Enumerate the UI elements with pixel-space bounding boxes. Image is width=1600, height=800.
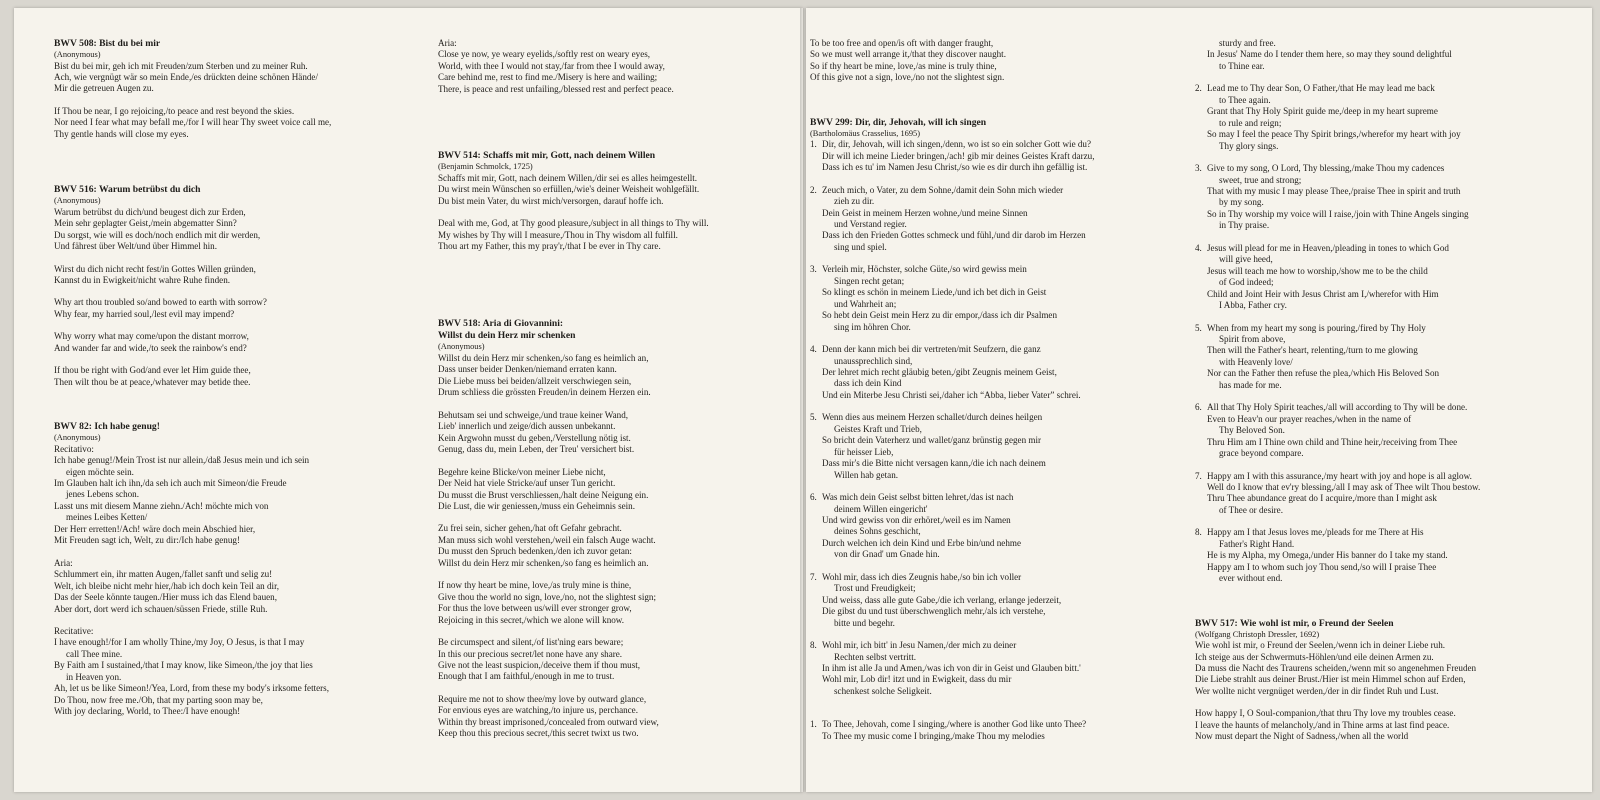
- spacer: [1195, 697, 1540, 708]
- text-line: Kein Argwohn musst du geben,/Verstellung nötig ist.: [438, 432, 631, 443]
- verse-line-continued: Dass ich es tu' im Namen Jesu Christ,/so wie es dir durch ihn gefällig ist.: [822, 162, 1088, 173]
- text-line-continued: in Heaven yon.: [66, 671, 122, 682]
- spacer: [438, 274, 783, 285]
- verse-number: 1.: [810, 719, 817, 730]
- left-column-1: [54, 38, 399, 718]
- verse-line-wrapped: to rule and reign;: [1219, 117, 1282, 128]
- text-line: Close ye now, ye weary eyelids,/softly rest on weary eyes,: [438, 49, 651, 60]
- author-credit: (Anonymous): [54, 196, 101, 206]
- text-line: Die Liebe strahlt aus deiner Brust./Hier ist mein Himmel schon auf Erden,: [1195, 674, 1466, 685]
- text-line: To be too free and open/is oft with danger fraught,: [810, 38, 994, 48]
- section-heading: BWV 82: Ich habe genug!: [54, 421, 160, 433]
- spacer: [1195, 585, 1540, 596]
- verse-line: [1195, 527, 1540, 538]
- verse-line-wrapped: will give heed,: [1219, 254, 1273, 265]
- verse-line-continued: He is my Alpha, my Omega,/under His banner do I take my stand.: [1207, 550, 1448, 561]
- text-line: Give thou the world no sign, love,/no, not the slightest sign;: [438, 591, 656, 602]
- spacer: [54, 140, 399, 151]
- verse-line-continued: Even to Heav'n our prayer reaches,/when in the name of: [1207, 413, 1412, 424]
- verse-line-wrapped: Geistes Kraft und Trieb,: [834, 423, 922, 434]
- verse-line-continued: Und ein Miterbe Jesu Christi sei,/daher ich “Abba, lieber Vater” schrei.: [822, 389, 1081, 400]
- verse-line-continued: Well do I know that ev'ry blessing,/all I may ask of Thee wilt Thou bestow.: [1207, 481, 1481, 492]
- right-column-2: [1195, 38, 1540, 743]
- left-column-2: [438, 38, 783, 740]
- verse-line-wrapped: Trost und Freudigkeit;: [834, 583, 916, 594]
- spacer: [810, 629, 1155, 640]
- verse-line-continued: Dir will ich meine Lieder bringen,/ach! gib mir deines Geistes Kraft darzu,: [822, 150, 1095, 161]
- text-line: Behutsam sei und schweige,/und traue keiner Wand,: [438, 409, 629, 420]
- text-line: With joy declaring, World, to Thee:/I have enough!: [54, 706, 241, 717]
- text-line: Ich steige aus der Schwermuts-Höhlen/und eile deinen Armen zu.: [1195, 651, 1434, 662]
- spacer: [810, 561, 1155, 572]
- verse-line: [810, 572, 1155, 583]
- author-credit: (Anonymous): [54, 50, 101, 59]
- spacer: [438, 285, 783, 296]
- right-column-1: [810, 38, 1155, 742]
- text-line: Kannst du in Ewigkeit/nicht wahre Ruhe finden.: [54, 274, 231, 285]
- verse-line-wrapped: Father's Right Hand.: [1219, 538, 1295, 549]
- spacer: [810, 708, 1155, 719]
- verse-line: [1195, 323, 1540, 334]
- spacer: [1195, 232, 1540, 243]
- verse-line: [810, 139, 1155, 150]
- text-line: Ah, let us be like Simeon!/Yea, Lord, from these my body's irksome fetters,: [54, 683, 329, 694]
- verse-text: All that Thy Holy Spirit teaches,/all will according to Thy will be done.: [1207, 402, 1468, 413]
- spacer: [1195, 516, 1540, 527]
- verse-line: [1195, 402, 1540, 413]
- spacer: [438, 307, 783, 318]
- spacer: [54, 615, 399, 626]
- text-line: Lieb' innerlich und zeige/dich aussen unbekannt.: [438, 421, 616, 432]
- verse-line-wrapped: für heisser Lieb,: [834, 446, 894, 457]
- verse-line-continued: Happy am I to whom such joy Thou send,/so will I praise Thee: [1207, 561, 1437, 572]
- verse-line-continued: Child and Joint Heir with Jesus Christ am I,/wherefor with Him: [1207, 288, 1439, 299]
- verse-line-wrapped: Thy glory sings.: [1219, 140, 1279, 151]
- verse-line-continued: To Thee my music come I bringing,/make Thou my melodies: [822, 730, 1045, 741]
- text-line: If thou be right with God/and ever let Him guide thee,: [54, 365, 251, 376]
- text-line: Rejoicing in this secret,/which we alone will know.: [438, 614, 625, 625]
- verse-text: Zeuch mich, o Vater, zu dem Sohne,/damit dein Sohn mich wieder: [822, 184, 1064, 195]
- verse-line-wrapped: Spirit from above,: [1219, 333, 1286, 344]
- verse-line: [1195, 163, 1540, 174]
- text-line: Genug, dass du, mein Leben, der Treu' versichert bist.: [438, 444, 635, 455]
- verse-line-wrapped: to Thine ear.: [1219, 60, 1265, 71]
- verse-line-continued: In Jesus' Name do I tender them here, so may they sound delightful: [1207, 49, 1452, 60]
- text-line: Mein sehr geplagter Geist,/mein abgematter Sinn?: [54, 218, 237, 229]
- text-line: Lasst uns mit diesem Manne ziehn./Ach! möchte mich von: [54, 500, 269, 511]
- spacer: [810, 106, 1155, 117]
- verse-line-continued: Und wird gewiss von dir erhöret,/weil es im Namen: [822, 515, 1011, 525]
- verse-line-continued: Thru Thee abundance great do I acquire,/more than I might ask: [1207, 493, 1437, 504]
- text-line: Why worry what may come/upon the distant morrow,: [54, 331, 249, 342]
- text-line: In this our precious secret/let none have any share.: [438, 648, 623, 659]
- verse-line-continued: Der lehret mich recht gläubig beten,/gibt Zeugnis meinem Geist,: [822, 367, 1057, 378]
- spacer: [54, 320, 399, 331]
- spacer: [438, 128, 783, 139]
- text-line: Da muss die Nacht des Traurens scheiden,/wenn mit so angenehmen Freuden: [1195, 662, 1477, 673]
- verse-text: Dir, dir, Jehovah, will ich singen,/denn, wo ist so ein solcher Gott wie du?: [822, 139, 1092, 150]
- spacer: [810, 95, 1155, 106]
- verse-text: Wohl mir, dass ich dies Zeugnis habe,/so bin ich voller: [822, 571, 1022, 582]
- verse-number: 3.: [1195, 163, 1202, 174]
- verse-line-wrapped: sturdy and free.: [1219, 38, 1276, 48]
- text-line: For envious eyes are watching,/to injure us, perchance.: [438, 705, 638, 716]
- text-line: Die Lust, die wir geniessen,/muss ein Geheimnis sein.: [438, 500, 635, 511]
- verse-line: [1195, 83, 1540, 94]
- text-line: Deal with me, God, at Thy good pleasure,/subject in all things to Thy will.: [438, 218, 709, 229]
- verse-number: 6.: [810, 492, 817, 503]
- verse-line-continued: Dass ich den Frieden Gottes schmeck und fühl,/und dir darob im Herzen: [822, 230, 1086, 241]
- text-line: Do Thou, now free me./Oh, that my parting soon may be,: [54, 694, 263, 705]
- spacer: [438, 683, 783, 694]
- verse-number: 6.: [1195, 402, 1202, 413]
- text-line-continued: meines Leibes Ketten/: [66, 512, 148, 523]
- text-line: Drum schliess die grössten Freuden/in deinem Herzen ein.: [438, 387, 651, 398]
- text-line: Du musst den Spruch bedenken,/den ich zuvor getan:: [438, 546, 632, 557]
- text-line: Why art thou troubled so/and bowed to earth with sorrow?: [54, 297, 267, 308]
- text-line: Die Liebe muss bei beiden/allzeit verschwiegen sein,: [438, 375, 632, 386]
- verse-number: 3.: [810, 264, 817, 275]
- text-line: Ich habe genug!/Mein Trost ist nur allein,/daß Jesus mein und ich sein: [54, 455, 310, 466]
- text-line: Within thy breast imprisoned,/concealed from outward view,: [438, 716, 659, 727]
- verse-line-wrapped: Rechten selbst vertritt.: [834, 651, 917, 662]
- text-line: There, is peace and rest unfailing,/blessed rest and perfect peace.: [438, 83, 674, 94]
- verse-line-continued: Thru Him am I Thine own child and Thine heir,/receiving from Thee: [1207, 436, 1458, 447]
- text-line: Der Herr erretten!/Ach! wäre doch mein Abschied hier,: [54, 523, 256, 534]
- spacer: [438, 263, 783, 274]
- text-line: I leave the haunts of melancholy,/and in Thine arms at last find peace.: [1195, 719, 1450, 730]
- text-line: Wer wollte nicht vergnüget werden,/der in dir findet Ruh und Lust.: [1195, 685, 1439, 696]
- verse-number: 5.: [810, 412, 817, 423]
- text-line-continued: eigen möchte sein.: [66, 466, 134, 477]
- verse-line-wrapped: with Heavenly love/: [1219, 356, 1293, 367]
- verse-line-continued: Grant that Thy Holy Spirit guide me,/deep in my heart supreme: [1207, 106, 1438, 117]
- text-line: Man muss sich wohl verstehen,/weil ein falsch Auge wacht.: [438, 534, 656, 545]
- verse-text: Happy am I that Jesus loves me,/pleads for me There at His: [1207, 527, 1424, 538]
- text-line: Zu frei sein, sicher gehen,/hat oft Gefahr gebracht.: [438, 523, 622, 534]
- author-credit: (Wolfgang Christoph Dressler, 1692): [1195, 629, 1320, 639]
- text-line: Willst du dein Herz mir schenken,/so fang es heimlich an,: [438, 352, 649, 363]
- verse-line-wrapped: und Verstand regier.: [834, 219, 907, 230]
- text-line: So we must well arrange it,/that they discover naught.: [810, 49, 1006, 60]
- text-line: And wander far and wide,/to seek the rainbow's end?: [54, 342, 247, 353]
- text-line: Ach, wie vergnügt wär so mein Ende,/es drückten deine schönen Hände/: [54, 71, 318, 82]
- spacer: [438, 512, 783, 523]
- verse-line-wrapped: sing und spiel.: [834, 241, 887, 252]
- text-line: My wishes by Thy will I measure,/Thou in Thy wisdom all fulfill.: [438, 229, 678, 240]
- text-line: Of this give not a sign, love,/no not the slightest sign.: [810, 72, 1005, 83]
- text-line-continued: call Thee mine.: [66, 648, 123, 659]
- verse-number: 4.: [810, 344, 817, 355]
- text-line: For thus the love between us/will ever stronger grow,: [438, 603, 632, 614]
- spacer: [54, 162, 399, 173]
- spacer: [810, 401, 1155, 412]
- spacer: [1195, 72, 1540, 83]
- verse-line: [1195, 243, 1540, 254]
- text-line: By Faith am I sustained,/that I may know, like Simeon,/the joy that lies: [54, 660, 313, 671]
- verse-line: [810, 640, 1155, 651]
- text-line: Und fährest über Welt/und über Himmel hin.: [54, 241, 218, 252]
- verse-number: 1.: [810, 139, 817, 150]
- spacer: [810, 84, 1155, 95]
- verse-line-wrapped: Singen recht getan;: [834, 275, 905, 286]
- verse-line-wrapped: of Thee or desire.: [1219, 504, 1283, 515]
- verse-line-wrapped: grace beyond compare.: [1219, 448, 1304, 459]
- text-line: Bist du bei mir, geh ich mit Freuden/zum Sterben und zu meiner Ruh.: [54, 60, 308, 71]
- text-line: Wirst du dich nicht recht fest/in Gottes Willen gründen,: [54, 263, 256, 274]
- verse-text: Jesus will plead for me in Heaven,/pleading in tones to which God: [1207, 242, 1449, 253]
- author-credit: (Anonymous): [438, 342, 485, 352]
- verse-number: 5.: [1195, 322, 1202, 333]
- verse-text: Verleih mir, Höchster, solche Güte,/so wird gewiss mein: [822, 264, 1027, 275]
- verse-line-wrapped: dass ich dein Kind: [834, 378, 902, 389]
- verse-line-wrapped: zieh zu dir.: [834, 196, 875, 207]
- author-credit: (Anonymous): [54, 433, 101, 443]
- verse-line-wrapped: bitte und begehr.: [834, 617, 895, 628]
- text-line: Care behind me, rest to find me./Misery is here and wailing;: [438, 72, 658, 83]
- spacer: [438, 626, 783, 637]
- text-line: Schaffs mit mir, Gott, nach deinem Willen,/dir sei es alles heimgestellt.: [438, 172, 698, 183]
- spacer: [438, 106, 783, 117]
- spacer: [438, 399, 783, 410]
- verse-text: Wenn dies aus meinem Herzen schallet/durch deines heilgen: [822, 412, 1043, 423]
- verse-number: 4.: [1195, 242, 1202, 253]
- verse-line-continued: Wohl mir, Lob dir! itzt und in Ewigkeit, dass du mir: [822, 674, 1012, 685]
- verse-number: 8.: [1195, 527, 1202, 538]
- section-heading: BWV 299: Dir, dir, Jehovah, will ich singen: [810, 116, 987, 128]
- verse-line-wrapped: to Thee again.: [1219, 94, 1271, 105]
- spacer: [810, 481, 1155, 492]
- verse-line-wrapped: by my song.: [1219, 197, 1264, 208]
- text-line: Du musst die Brust verschliessen,/halt deine Neigung ein.: [438, 489, 649, 500]
- text-line: Du sorgst, wie will es doch/noch endlich mit dir werden,: [54, 229, 261, 240]
- spacer: [54, 151, 399, 162]
- text-line: Give not the least suspicion,/deceive them if thou must,: [438, 659, 641, 670]
- verse-text: Give to my song, O Lord, Thy blessing,/make Thou my cadences: [1207, 163, 1445, 174]
- spacer: [1195, 391, 1540, 402]
- text-line: Im Glauben halt ich ihn,/da seh ich auch mit Simeon/die Freude: [54, 478, 287, 489]
- verse-line: [810, 185, 1155, 196]
- verse-line-continued: That with my music I may please Thee,/praise Thee in spirit and truth: [1207, 185, 1461, 196]
- spacer: [438, 117, 783, 128]
- text-line: Warum betrübst du dich/und beugest dich zur Erden,: [54, 206, 246, 217]
- spacer: [810, 333, 1155, 344]
- verse-number: 7.: [1195, 470, 1202, 481]
- text-line: Thou art my Father, this my pray'r,/that I be ever in Thy care.: [438, 241, 661, 252]
- spacer: [1195, 312, 1540, 323]
- text-line: Recitativo:: [54, 443, 94, 454]
- spacer: [54, 388, 399, 399]
- text-line: Willst du dein Herz mir schenken,/so fang es heimlich an.: [438, 557, 649, 568]
- verse-text: To Thee, Jehovah, come I singing,/where is another God like unto Thee?: [822, 719, 1087, 730]
- author-credit: (Benjamin Schmolck, 1725): [438, 162, 533, 172]
- verse-line-wrapped: of God indeed;: [1219, 277, 1274, 288]
- text-line: I have enough!/for I am wholly Thine,/my Joy, O Jesus, is that I may: [54, 637, 305, 648]
- text-line: Thy gentle hands will close my eyes.: [54, 128, 189, 139]
- verse-line-continued: Dein Geist in meinem Herzen wohne,/und meine Sinnen: [822, 207, 1028, 218]
- text-line: Mir die getreuen Augen zu.: [54, 83, 154, 94]
- section-heading: BWV 518: Aria di Giovannini:: [438, 318, 564, 330]
- verse-line-continued: Dass mir's die Bitte nicht versagen kann,/die ich nach deinem: [822, 458, 1046, 469]
- text-line: So if thy heart be mine, love,/as mine is truly thine,: [810, 60, 997, 71]
- verse-line: [810, 344, 1155, 355]
- spacer: [438, 456, 783, 467]
- spacer: [438, 252, 783, 263]
- spacer: [54, 253, 399, 264]
- verse-line-continued: So in Thy worship my voice will I raise,/join with Thine Angels singing: [1207, 208, 1469, 219]
- verse-line-wrapped: und Wahrheit an;: [834, 298, 897, 309]
- verse-line-continued: Durch welchen ich dein Kind und Erbe bin/und nehme: [822, 537, 1021, 548]
- section-heading: BWV 517: Wie wohl ist mir, o Freund der Seelen: [1195, 617, 1394, 629]
- spacer: [54, 354, 399, 365]
- right-page: [806, 8, 1592, 792]
- author-credit: (Bartholomäus Crasselius, 1695): [810, 128, 921, 138]
- verse-line-continued: Then will the Father's heart, relenting,/turn to me glowing: [1207, 345, 1418, 356]
- text-line: Why fear, my harried soul,/lest evil may impend?: [54, 308, 235, 319]
- text-line: Recitative:: [54, 626, 94, 636]
- spacer: [810, 253, 1155, 264]
- verse-line-wrapped: deines Sohns geschicht,: [834, 526, 921, 537]
- verse-line: [810, 492, 1155, 503]
- text-line: Du wirst mein Wünschen so erfüllen,/wie's deiner Weisheit wohlgefällt.: [438, 184, 700, 195]
- verse-line-continued: Jesus will teach me how to worship,/show me to be the child: [1207, 265, 1428, 276]
- verse-text: Happy am I with this assurance,/my heart with joy and hope is all aglow.: [1207, 470, 1472, 481]
- text-line: Aria:: [54, 557, 73, 568]
- verse-text: Denn der kann mich bei dir vertreten/mit Seufzern, die ganz: [822, 344, 1041, 355]
- verse-line-continued: So klingt es schön in meinem Liede,/und ich bet dich in Geist: [822, 287, 1047, 298]
- text-line: Begehre keine Blicke/von meiner Liebe nicht,: [438, 466, 606, 477]
- verse-line-wrapped: Willen hab getan.: [834, 469, 899, 480]
- text-line: Nor need I fear what may befall me,/for I will hear Thy sweet voice call me,: [54, 117, 332, 128]
- text-line: Aber dort, dort werd ich schauen/süssen Friede, stille Ruh.: [54, 603, 268, 614]
- verse-line-continued: Nor can the Father then refuse the plea,/which His Beloved Son: [1207, 368, 1440, 379]
- spacer: [438, 569, 783, 580]
- spacer: [1195, 596, 1540, 607]
- section-heading: BWV 508: Bist du bei mir: [54, 38, 161, 49]
- text-line: How happy I, O Soul-companion,/that thru Thy love my troubles cease.: [1195, 708, 1456, 719]
- verse-line-continued: In ihm ist alle Ja und Amen,/was ich von dir in Geist und Glauben bitt.': [822, 662, 1081, 673]
- text-line: Du bist mein Vater, du wirst mich/versorgen, darauf hoffe ich.: [438, 195, 664, 206]
- verse-line-wrapped: schenkest solche Seligkeit.: [834, 685, 932, 696]
- text-line: Now must depart the Night of Sadness,/when all the world: [1195, 731, 1409, 742]
- verse-line-wrapped: sweet, true and strong;: [1219, 174, 1302, 185]
- section-heading: BWV 516: Warum betrübst du dich: [54, 184, 201, 196]
- verse-line-wrapped: Thy Beloved Son.: [1219, 425, 1285, 436]
- verse-number: 8.: [810, 640, 817, 651]
- text-line: If Thou be near, I go rejoicing,/to peace and rest beyond the skies.: [54, 105, 295, 116]
- verse-line-continued: Und weiss, dass alle gute Gabe,/die ich verlang, erlange jederzeit,: [822, 594, 1062, 605]
- verse-line: [810, 264, 1155, 275]
- verse-line-continued: So hebt dein Geist mein Herz zu dir empor,/dass ich dir Psalmen: [822, 310, 1058, 321]
- section-heading: Willst du dein Herz mir schenken: [438, 330, 576, 342]
- section-heading: BWV 514: Schaffs mit mir, Gott, nach deinem Willen: [438, 150, 656, 162]
- verse-line-continued: Die gibst du und tust überschwenglich mehr,/als ich verstehe,: [822, 606, 1046, 617]
- text-line: Require me not to show thee/my love by outward glance,: [438, 693, 647, 704]
- verse-text: Was mich dein Geist selbst bitten lehret,/das ist nach: [822, 492, 1014, 503]
- verse-text: Lead me to Thy dear Son, O Father,/that He may lead me back: [1207, 83, 1435, 94]
- verse-number: 2.: [1195, 83, 1202, 94]
- left-page: [14, 8, 803, 792]
- verse-line-wrapped: in Thy praise.: [1219, 220, 1270, 231]
- text-line: World, with thee I would not stay,/far from thee I would away,: [438, 60, 665, 71]
- spacer: [54, 286, 399, 297]
- verse-text: When from my heart my song is pouring,/fired by Thy Holy: [1207, 322, 1426, 333]
- text-line: Keep thou this precious secret,/this secret twixt us two.: [438, 728, 639, 739]
- text-line: Welt, ich bleibe nicht mehr hier,/hab ich doch kein Teil an dir,: [54, 580, 280, 591]
- verse-text: Wohl mir, ich bitt' in Jesu Namen,/der mich zu deiner: [822, 640, 1017, 651]
- spacer: [438, 95, 783, 106]
- verse-line-continued: So bricht dein Vaterherz und wallet/ganz brünstig gegen mir: [822, 435, 1042, 446]
- text-line: Der Neid hat viele Stricke/auf unser Tun gericht.: [438, 478, 616, 489]
- spacer: [438, 207, 783, 218]
- text-line: Aria:: [438, 38, 457, 48]
- spacer: [438, 139, 783, 150]
- text-line: Wie wohl ist mir, o Freund der Seelen,/wenn ich in deiner Liebe ruh.: [1195, 640, 1446, 651]
- verse-number: 2.: [810, 184, 817, 195]
- spacer: [438, 296, 783, 307]
- spacer: [810, 697, 1155, 708]
- spacer: [54, 95, 399, 106]
- verse-line-wrapped: ever without end.: [1219, 573, 1283, 584]
- text-line: If now thy heart be mine, love,/as truly mine is thine,: [438, 580, 632, 591]
- verse-line-wrapped: I Abba, Father cry.: [1219, 300, 1287, 311]
- verse-line-wrapped: sing im höhren Chor.: [834, 321, 911, 332]
- text-line: Schlummert ein, ihr matten Augen,/fallet sanft und selig zu!: [54, 569, 273, 580]
- spacer: [54, 173, 399, 184]
- verse-number: 7.: [810, 571, 817, 582]
- verse-line-wrapped: von dir Gnad' um Gnade hin.: [834, 549, 940, 560]
- verse-line: [810, 412, 1155, 423]
- spacer: [1195, 460, 1540, 471]
- text-line-continued: jenes Lebens schon.: [66, 489, 139, 500]
- text-line: Be circumspect and silent,/of list'ning ears beware;: [438, 637, 624, 648]
- text-line: Mit Freuden sagt ich, Welt, zu dir:/Ich habe genug!: [54, 535, 240, 546]
- text-line: Then wilt thou be at peace,/whatever may betide thee.: [54, 376, 251, 387]
- text-line: Dass unser beider Denken/niemand erraten kann.: [438, 364, 617, 375]
- spacer: [54, 547, 399, 558]
- spacer: [54, 399, 399, 410]
- text-line: Enough that I am faithful,/enough in me to trust.: [438, 671, 615, 682]
- spacer: [810, 174, 1155, 185]
- verse-line-continued: So may I feel the peace Thy Spirit brings,/wherefor my heart with joy: [1207, 129, 1461, 140]
- text-line: Das der Seele könnte taugen./Hier muss ich das Elend bauen,: [54, 592, 277, 603]
- verse-line-wrapped: unaussprechlich sind,: [834, 355, 913, 366]
- spacer: [54, 410, 399, 421]
- spacer: [1195, 607, 1540, 618]
- verse-line-wrapped: has made for me.: [1219, 379, 1282, 390]
- verse-line: [810, 719, 1155, 730]
- spacer: [1195, 152, 1540, 163]
- verse-line: [1195, 471, 1540, 482]
- verse-line-wrapped: deinem Willen eingericht': [834, 503, 928, 514]
